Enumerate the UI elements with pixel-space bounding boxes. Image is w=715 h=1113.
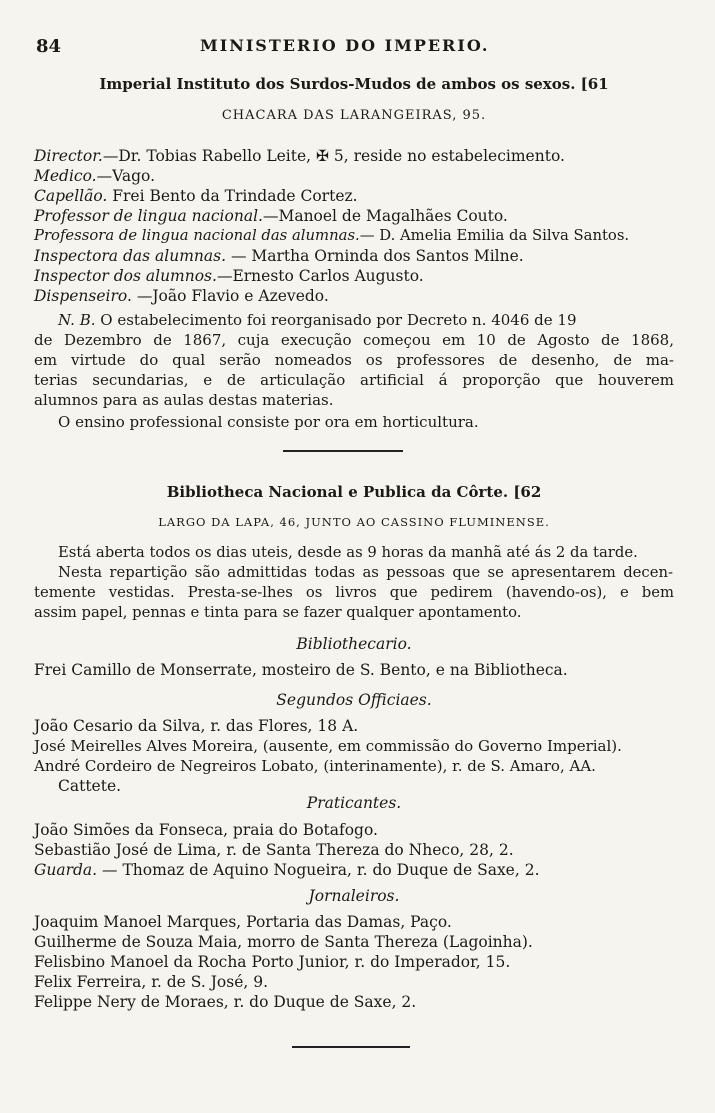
divider-rule	[283, 450, 403, 452]
staff-entry	[34, 246, 674, 266]
staff-text: —Dr. Tobias Rabello Leite, ✠ 5, reside no estabelecimento.	[102, 147, 565, 165]
section1-address: CHACARA DAS LARANGEIRAS, 95.	[221, 108, 487, 123]
intro-line: Nesta repartição são admittidas todas as pessoas que se apresentarem decen-	[58, 564, 673, 581]
section2-title: Bibliotheca Nacional e Publica da Côrte. [62	[166, 483, 542, 501]
staff-entry	[34, 146, 674, 166]
staff-role: Inspector dos alumnos.	[34, 267, 217, 285]
running-title: MINISTERIO DO IMPERIO.	[200, 36, 490, 55]
note-text: O estabelecimento foi reorganisado por Decreto n. 4046 de 19	[100, 311, 577, 329]
segundo-entry: Cattete.	[58, 777, 122, 795]
staff-entry	[34, 166, 674, 186]
staff-role: Director.	[34, 147, 103, 165]
note-last: O ensino professional consiste por ora em horticultura.	[58, 413, 479, 431]
staff-text: —Ernesto Carlos Augusto.	[216, 267, 424, 285]
staff-entry	[34, 186, 674, 206]
note-line: de Dezembro de 1867, cuja execução começou em 10 de Agosto de 1868,	[34, 331, 674, 349]
staff-text: — D. Amelia Emilia da Silva Santos.	[359, 227, 630, 244]
note-label: N. B.	[58, 311, 96, 329]
divider-rule	[292, 1046, 410, 1048]
staff-text: —João Flavio e Azevedo.	[131, 287, 329, 305]
praticante-entry: Sebastião José de Lima, r. de Santa Thereza do Nheco, 28, 2.	[34, 841, 514, 859]
jornaleiro-entry: Felisbino Manoel da Rocha Porto Junior, r. do Imperador, 15.	[34, 953, 511, 971]
jornaleiro-entry: Felix Ferreira, r. de S. José, 9.	[34, 973, 269, 991]
staff-entry	[34, 206, 674, 226]
heading-jornaleiros: Jornaleiros.	[308, 887, 400, 905]
segundo-entry: João Cesario da Silva, r. das Flores, 18 A.	[34, 717, 359, 735]
staff-entry	[34, 286, 674, 306]
heading-praticantes: Praticantes.	[306, 794, 402, 812]
note-line: em virtude do qual serão nomeados os professores de desenho, de ma-	[34, 351, 674, 369]
staff-text: Frei Bento da Trindade Cortez.	[107, 187, 358, 205]
staff-text: — Martha Orninda dos Santos Milne.	[226, 247, 524, 265]
staff-role: Inspectora das alumnas.	[34, 247, 227, 265]
guarda-label: Guarda.	[34, 861, 98, 879]
note-line: alumnos para as aulas destas materias.	[34, 391, 334, 409]
staff-text: —Manoel de Magalhães Couto.	[262, 207, 508, 225]
section2-address: LARGO DA LAPA, 46, JUNTO AO CASSINO FLUMINENSE.	[158, 515, 550, 529]
intro-line: Está aberta todos os dias uteis, desde as 9 horas da manhã até ás 2 da tarde.	[58, 544, 638, 561]
segundo-entry: André Cordeiro de Negreiros Lobato, (interinamente), r. de S. Amaro, AA.	[34, 757, 596, 775]
intro-line: assim papel, pennas e tinta para se fazer qualquer apontamento.	[34, 604, 522, 621]
guarda-entry	[34, 860, 674, 880]
staff-role: Capellão.	[34, 187, 108, 205]
staff-text: —Vago.	[96, 167, 156, 185]
staff-role: Medico.	[34, 167, 97, 185]
heading-bibliothecario: Bibliothecario.	[296, 635, 412, 653]
note-line: terias secundarias, e de articulação artificial á proporção que houverem	[34, 371, 674, 389]
page-number: 84	[36, 36, 62, 57]
heading-segundos: Segundos Officiaes.	[276, 691, 432, 709]
bibliothecario-entry: Frei Camillo de Monserrate, mosteiro de S. Bento, e na Bibliotheca.	[34, 661, 568, 679]
jornaleiro-entry: Guilherme de Souza Maia, morro de Santa Thereza (Lagoinha).	[34, 933, 533, 951]
intro-line: temente vestidas. Presta-se-lhes os livros que pedirem (havendo-os), e bem	[34, 584, 674, 601]
note-line	[34, 310, 674, 330]
praticante-entry: João Simões da Fonseca, praia do Botafogo.	[34, 821, 378, 839]
guarda-text: — Thomaz de Aquino Nogueira, r. do Duque de Saxe, 2.	[97, 861, 540, 879]
section1-title: Imperial Instituto dos Surdos-Mudos de ambos os sexos. [61	[99, 75, 609, 93]
staff-role: Dispenseiro.	[34, 287, 132, 305]
staff-role: Professor de lingua nacional.	[34, 207, 263, 225]
segundo-entry: José Meirelles Alves Moreira, (ausente, em commissão do Governo Imperial).	[34, 737, 622, 755]
staff-entry	[34, 266, 674, 286]
jornaleiro-entry: Joaquim Manoel Marques, Portaria das Damas, Paço.	[34, 913, 452, 931]
jornaleiro-entry: Felippe Nery de Moraes, r. do Duque de Saxe, 2.	[34, 993, 417, 1011]
staff-entry	[34, 226, 674, 246]
staff-role: Professora de lingua nacional das alumnas.	[34, 227, 360, 244]
